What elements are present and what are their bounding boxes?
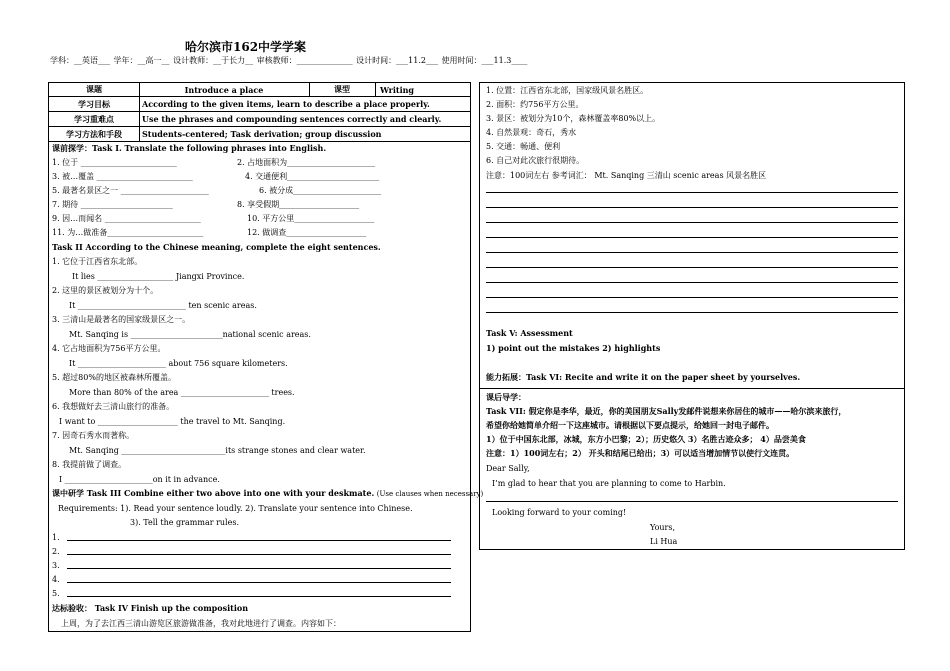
task5-items: 1) point out the mistakes 2) highlights (486, 343, 661, 353)
task7-points: 1）位于中国东北部，冰城，东方小巴黎；2）；历史悠久 3）名胜古迹众多； 4）品尝美食 (486, 434, 806, 444)
method-value: Students-centered; Task derivation; group discussion (142, 129, 382, 139)
letter-greeting: Dear Sally, (486, 464, 530, 473)
task2-heading: Task II According to the Chinese meaning, complete the eight sentences. (52, 242, 381, 252)
task1-item[interactable]: 2. 占地面积为______________________ (237, 158, 376, 167)
composition-line[interactable] (486, 267, 898, 268)
answer-line[interactable] (67, 568, 451, 569)
task7-note: 注意：1）100词左右；2） 开头和结尾已给出；3）可以适当增加情节以使行文连贯。 (486, 448, 795, 458)
task6-heading: 能力拓展：Task VI: Recite and write it on the paper sheet by yourselves. (486, 372, 801, 382)
task5-heading: Task V: Assessment (486, 328, 573, 338)
method-label: 学习方法和手段 (49, 127, 140, 141)
composition-line[interactable] (486, 312, 898, 313)
sentence-en[interactable]: More than 80% of the area ______________________ trees. (69, 388, 295, 397)
composition-line[interactable] (486, 192, 898, 193)
task1-item[interactable]: 3. 被…覆盖 ________________________ (52, 172, 193, 181)
left-panel (48, 82, 484, 632)
task1-item[interactable]: 8. 享受假期____________________ (237, 200, 360, 209)
topic-label: 课题 (49, 83, 140, 96)
task1-heading: 课前探学：Task I. Translate the following phrases into English. (52, 143, 327, 153)
task3-req1: Requirements: 1). Read your sentence loudly. 2). Translate your sentence into Chinese. (58, 504, 413, 513)
sentence-en[interactable]: It lies ___________________ Jiangxi Province. (72, 272, 245, 281)
answer-line[interactable] (67, 540, 451, 541)
note: 注意：100词左右 参考词汇： Mt. Sanqing 三清山 scenic areas 风景名胜区 (486, 171, 767, 180)
task1-item[interactable]: 5. 最著名景区之一 ______________________ (52, 186, 209, 195)
composition-line[interactable] (486, 237, 898, 238)
topic-value: Introduce a place (139, 83, 310, 96)
answer-line[interactable] (67, 582, 451, 583)
sentence-cn: 3. 三清山是最著名的国家级景区之一。 (52, 315, 191, 324)
task3-line-num: 2. (52, 547, 60, 556)
point-item: 6. 自己对此次旅行很期待。 (486, 156, 585, 165)
method-row (49, 127, 470, 142)
sentence-en[interactable]: It ___________________________ ten scenic areas. (69, 301, 257, 310)
sentence-en[interactable]: I want to ____________________ the travel to Mt. Sanqing. (59, 417, 286, 426)
composition-line[interactable] (486, 222, 898, 223)
point-item: 4. 自然景观：奇石，秀水 (486, 128, 577, 137)
task7-line1: Task VII: 假定你是李华，最近，你的美国朋友Sally发邮件说想来你居住的城市——哈尔滨来旅行， (486, 406, 847, 416)
task3-line-num: 3. (52, 561, 60, 570)
task1-item[interactable]: 9. 因…而闻名 ________________________ (52, 214, 201, 223)
letter-opening: I’m glad to hear that you are planning to come to Harbin. (492, 479, 726, 488)
task1-item[interactable]: 10. 平方公里____________________ (247, 214, 375, 223)
right-top-panel (479, 82, 905, 389)
composition-line[interactable] (486, 252, 898, 253)
goal-label: 学习目标 (49, 97, 140, 111)
task1-item[interactable]: 6. 被分成______________________ (259, 186, 382, 195)
letter-line[interactable] (486, 501, 898, 502)
task1-item[interactable]: 11. 为…做准备________________________ (52, 228, 204, 237)
key-value: Use the phrases and compounding sentences correctly and clearly. (142, 114, 442, 124)
meta-line: 学科：__英语___ 学年：__高一__ 设计教师：__于长力__ 审核教师：______________ 设计时间：___11.2___ 使用时间：___11.3____ (50, 56, 528, 65)
sentence-cn: 4. 它占地面积为756平方公里。 (52, 344, 166, 353)
task1-item[interactable]: 1. 位于 ________________________ (52, 158, 177, 167)
point-item: 1. 位置：江西省东北部，国家级风景名胜区。 (486, 86, 649, 95)
sentence-cn: 6. 我想做好去三清山旅行的准备。 (52, 402, 175, 411)
sentence-en[interactable]: Mt. Sanqing __________________________its strange stones and clear water. (69, 446, 366, 455)
sentence-en[interactable]: Mt. Sanqing is _______________________national scenic areas. (69, 330, 311, 339)
point-item: 2. 面积：约756平方公里。 (486, 100, 584, 109)
composition-line[interactable] (486, 297, 898, 298)
type-value: Writing (380, 84, 415, 95)
sentence-cn: 1. 它位于江西省东北部。 (52, 257, 143, 266)
sentence-en[interactable]: It ______________________ about 756 square kilometers. (69, 359, 288, 368)
composition-line[interactable] (486, 282, 898, 283)
letter-signature: Li Hua (650, 537, 678, 546)
sentence-cn: 7. 因奇石秀水而著称。 (52, 431, 135, 440)
task3-line-num: 1. (52, 533, 60, 542)
task3-heading: 课中研学 Task III Combine either two above into one with your deskmate. (Use clauses when necessary) (52, 488, 484, 498)
sentence-cn: 8. 我提前做了调查。 (52, 460, 127, 469)
task3-line-num: 5. (52, 589, 60, 598)
task3-req2: 3). Tell the grammar rules. (130, 518, 239, 527)
task3-line-num: 4. (52, 575, 60, 584)
key-row (49, 112, 470, 127)
point-item: 5. 交通：畅通、便利 (486, 142, 561, 151)
letter-yours: Yours, (650, 523, 676, 532)
topic-row (49, 83, 470, 97)
after-class-heading: 课后导学： (486, 392, 526, 402)
answer-line[interactable] (67, 554, 451, 555)
goal-value: According to the given items, learn to describe a place properly. (142, 99, 430, 109)
answer-line[interactable] (67, 596, 451, 597)
sentence-en[interactable]: I ______________________on it in advance. (59, 475, 220, 484)
goal-row (49, 97, 470, 112)
composition-line[interactable] (486, 207, 898, 208)
page-title: 哈尔滨市162中学学案 (185, 40, 307, 54)
task4-heading: 达标验收： Task IV Finish up the composition (52, 603, 249, 613)
sentence-cn: 5. 超过80%的地区被森林所覆盖。 (52, 373, 176, 382)
key-label: 学习重难点 (49, 112, 140, 126)
letter-closing: Looking forward to your coming! (492, 508, 627, 517)
point-item: 3. 景区：被划分为10个，森林覆盖率80%以上。 (486, 114, 661, 123)
right-bottom-panel (479, 388, 905, 550)
type-label: 课型 (309, 83, 376, 96)
task1-item[interactable]: 4. 交通便利_______________________ (245, 172, 380, 181)
task1-item[interactable]: 7. 期待 _______________________ (52, 200, 173, 209)
sentence-cn: 2. 这里的景区被划分为十个。 (52, 286, 159, 295)
task4-intro: 上周，为了去江西三清山游览区旅游做准备，我对此地进行了调查。内容如下： (61, 619, 341, 628)
task7-line2: 希望你给她简单介绍一下这座城市。请根据以下要点提示，给她回一封电子邮件。 (486, 420, 774, 430)
task1-item[interactable]: 12. 做调查____________________ (247, 228, 367, 237)
